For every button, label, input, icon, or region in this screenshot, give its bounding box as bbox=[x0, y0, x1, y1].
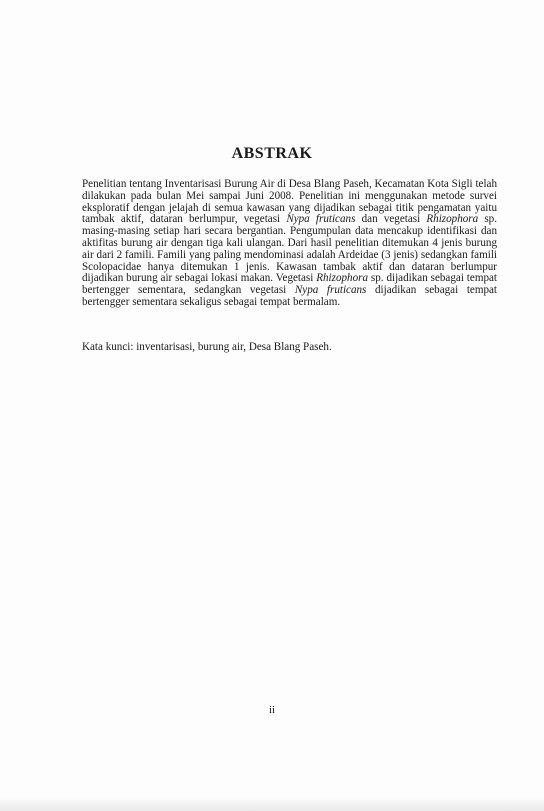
species-name-nypa: Nypa fruticans bbox=[286, 213, 356, 226]
species-name-rhizophora-2: Rhizophora bbox=[316, 272, 369, 285]
scan-shadow bbox=[0, 797, 544, 811]
page-title: ABSTRAK bbox=[231, 145, 313, 162]
abstract-text-4: sp. dijadikan sebagai tempat bertengger sementara, sedangkan vegetasi bbox=[82, 272, 497, 297]
abstract-text-2: dan vegetasi bbox=[355, 213, 427, 226]
abstract-paragraph bbox=[82, 179, 497, 309]
keywords-line: Kata kunci: inventarisasi, burung air, Desa Blang Paseh. bbox=[82, 341, 332, 353]
abstract-text-3: sp. masing-masing setiap hari secara bergantian. Pengumpulan data mencakup identifikasi dan aktifitas burung air dengan tiga kali ulangan. Dari hasil penelitian ditemukan 4 jenis burung air dari 2 famili. Famili yang paling mendominasi adalah Ardeidae (3 jenis) sedangkan famili Scolopacidae hanya ditemukan 1 jenis. Kawasan tambak aktif dan dataran berlumpur dijadikan burung air sebagai lokasi makan. Vegetasi bbox=[82, 213, 497, 285]
abstract-text-1: Penelitian tentang Inventarisasi Burung Air di Desa Blang Paseh, Kecamatan Kota Sigli telah dilakukan pada bulan Mei sampai Juni 2008. Penelitian ini menggunakan metode survei eksploratif dengan jelajah di semua kawasan yang dijadikan sebagai titik pengamatan yaitu tambak aktif, dataran berlumpur, vegetasi bbox=[82, 178, 497, 226]
species-name-nypa-2: Nypa fruticans bbox=[294, 284, 367, 297]
abstract-text-5: dijadikan sebagai tempat bertengger sementara sekaligus sebagai tempat bermalam. bbox=[82, 284, 498, 308]
species-name-rhizophora: Rhizophora bbox=[426, 213, 479, 226]
page-number: ii bbox=[268, 704, 276, 716]
